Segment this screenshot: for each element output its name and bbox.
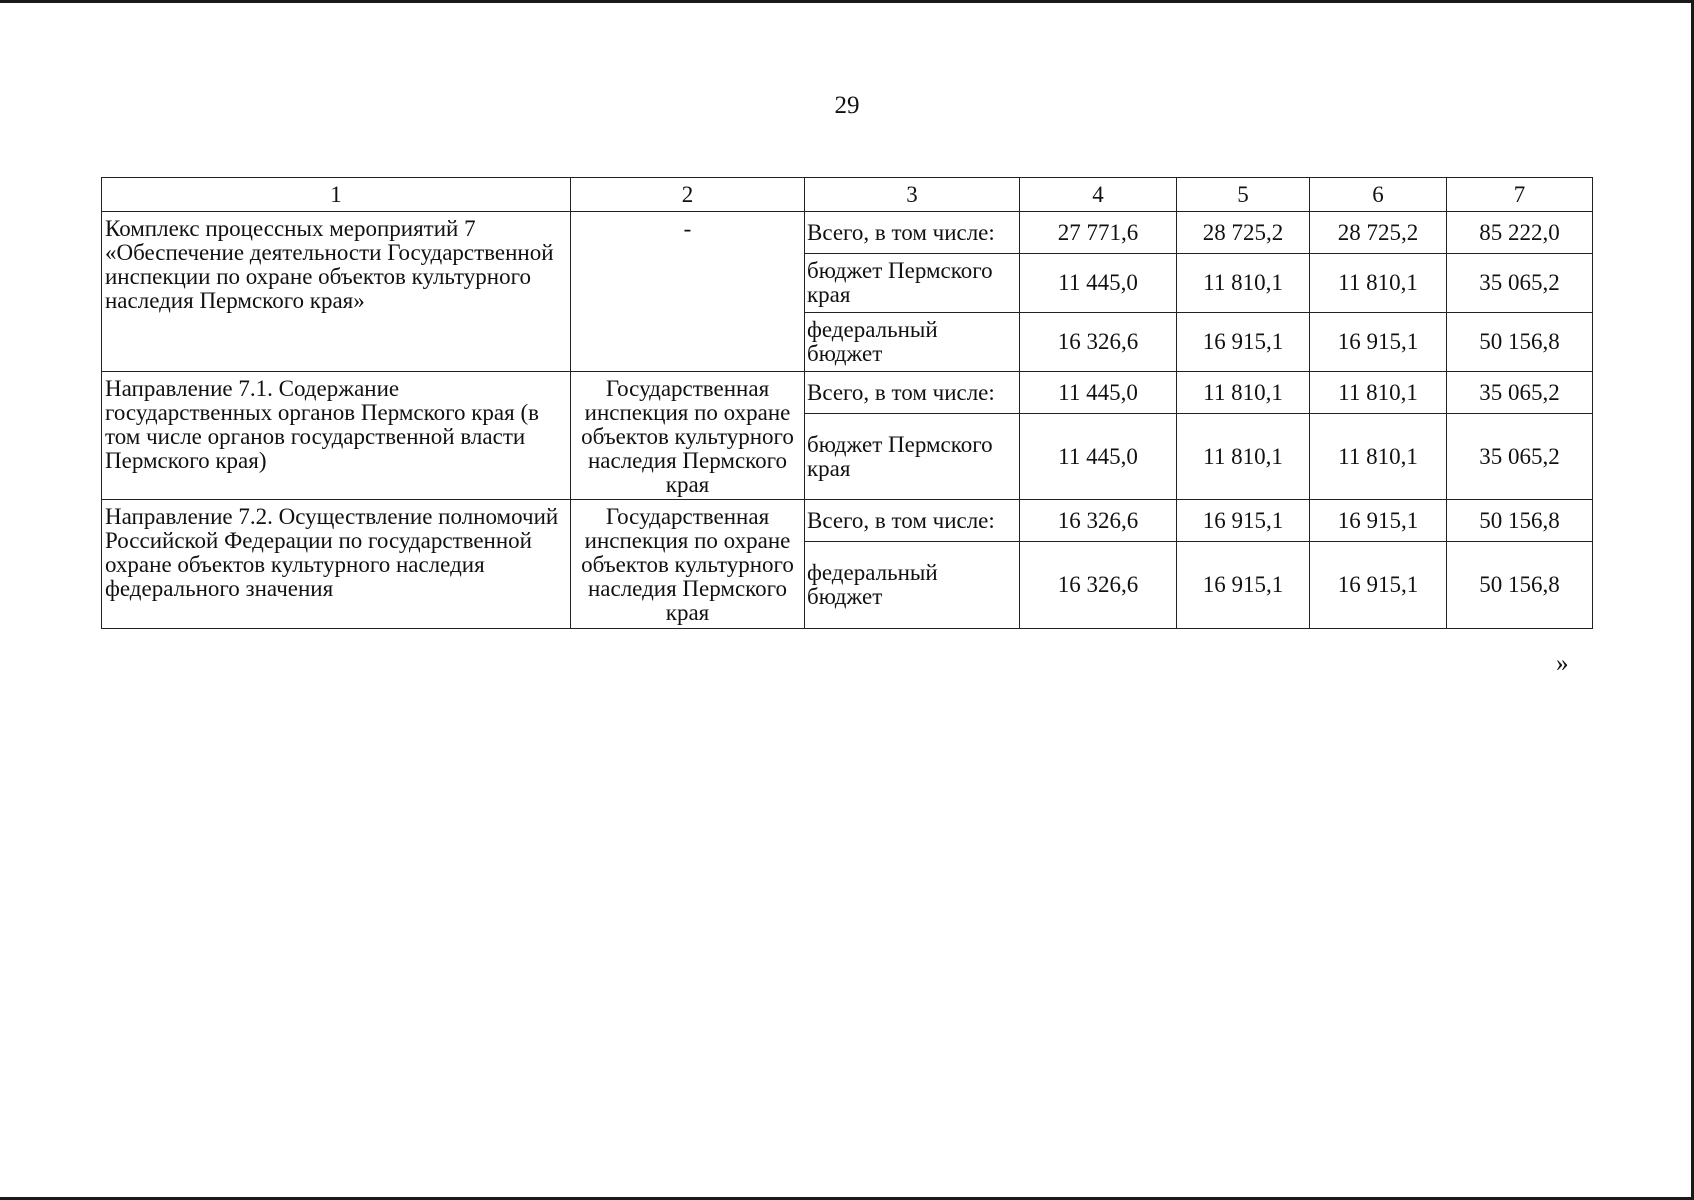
value-col-5: 11 810,1 (1177, 372, 1310, 414)
page-number: 29 (834, 92, 860, 119)
table-row (102, 212, 1593, 254)
funding-source-cell: бюджет Пермского края (805, 414, 1020, 500)
funding-source-cell: Всего, в том числе: (805, 212, 1020, 254)
value-col-6: 11 810,1 (1310, 372, 1447, 414)
funding-source-cell: Всего, в том числе: (805, 500, 1020, 542)
header-col-5: 5 (1177, 178, 1310, 212)
value-col-7: 50 156,8 (1447, 542, 1593, 629)
header-col-1: 1 (102, 178, 571, 212)
table-row (102, 500, 1593, 542)
page-frame-top-edge (0, 0, 1694, 3)
header-col-6: 6 (1310, 178, 1447, 212)
value-col-5: 16 915,1 (1177, 542, 1310, 629)
value-col-6: 16 915,1 (1310, 542, 1447, 629)
value-col-4: 16 326,6 (1020, 500, 1177, 542)
value-col-6: 28 725,2 (1310, 212, 1447, 254)
value-col-5: 28 725,2 (1177, 212, 1310, 254)
program-name-cell: Направление 7.1. Содержание государственных органов Пермского края (в том числе органов государственной власти Пермского края) (102, 372, 571, 500)
program-name-cell: Направление 7.2. Осуществление полномочий Российской Федерации по государственной охране объектов культурного наследия федерального значения (102, 500, 571, 629)
header-col-7: 7 (1447, 178, 1593, 212)
program-name-cell: Комплекс процессных мероприятий 7 «Обеспечение деятельности Государственной инспекции по охране объектов культурного наследия Пермского края» (102, 212, 571, 372)
value-col-7: 35 065,2 (1447, 254, 1593, 313)
value-col-4: 16 326,6 (1020, 313, 1177, 372)
value-col-7: 50 156,8 (1447, 500, 1593, 542)
header-col-2: 2 (571, 178, 805, 212)
closing-quote-mark: » (1556, 650, 1569, 677)
value-col-4: 11 445,0 (1020, 254, 1177, 313)
header-col-3: 3 (805, 178, 1020, 212)
value-col-7: 50 156,8 (1447, 313, 1593, 372)
table-header-row (102, 178, 1593, 212)
value-col-7: 35 065,2 (1447, 372, 1593, 414)
table-row (102, 372, 1593, 414)
value-col-6: 11 810,1 (1310, 414, 1447, 500)
funding-source-cell: федеральный бюджет (805, 542, 1020, 629)
funding-source-cell: федеральный бюджет (805, 313, 1020, 372)
value-col-5: 16 915,1 (1177, 500, 1310, 542)
value-col-5: 16 915,1 (1177, 313, 1310, 372)
header-col-4: 4 (1020, 178, 1177, 212)
value-col-6: 16 915,1 (1310, 500, 1447, 542)
value-col-7: 85 222,0 (1447, 212, 1593, 254)
value-col-5: 11 810,1 (1177, 414, 1310, 500)
value-col-4: 27 771,6 (1020, 212, 1177, 254)
value-col-5: 11 810,1 (1177, 254, 1310, 313)
value-col-7: 35 065,2 (1447, 414, 1593, 500)
value-col-4: 11 445,0 (1020, 372, 1177, 414)
executor-cell: Государственная инспекция по охране объектов культурного наследия Пермского края (571, 372, 805, 500)
executor-cell: - (571, 212, 805, 372)
executor-cell: Государственная инспекция по охране объектов культурного наследия Пермского края (571, 500, 805, 629)
value-col-6: 11 810,1 (1310, 254, 1447, 313)
value-col-6: 16 915,1 (1310, 313, 1447, 372)
value-col-4: 11 445,0 (1020, 414, 1177, 500)
budget-table (101, 177, 1593, 629)
funding-source-cell: Всего, в том числе: (805, 372, 1020, 414)
value-col-4: 16 326,6 (1020, 542, 1177, 629)
funding-source-cell: бюджет Пермского края (805, 254, 1020, 313)
